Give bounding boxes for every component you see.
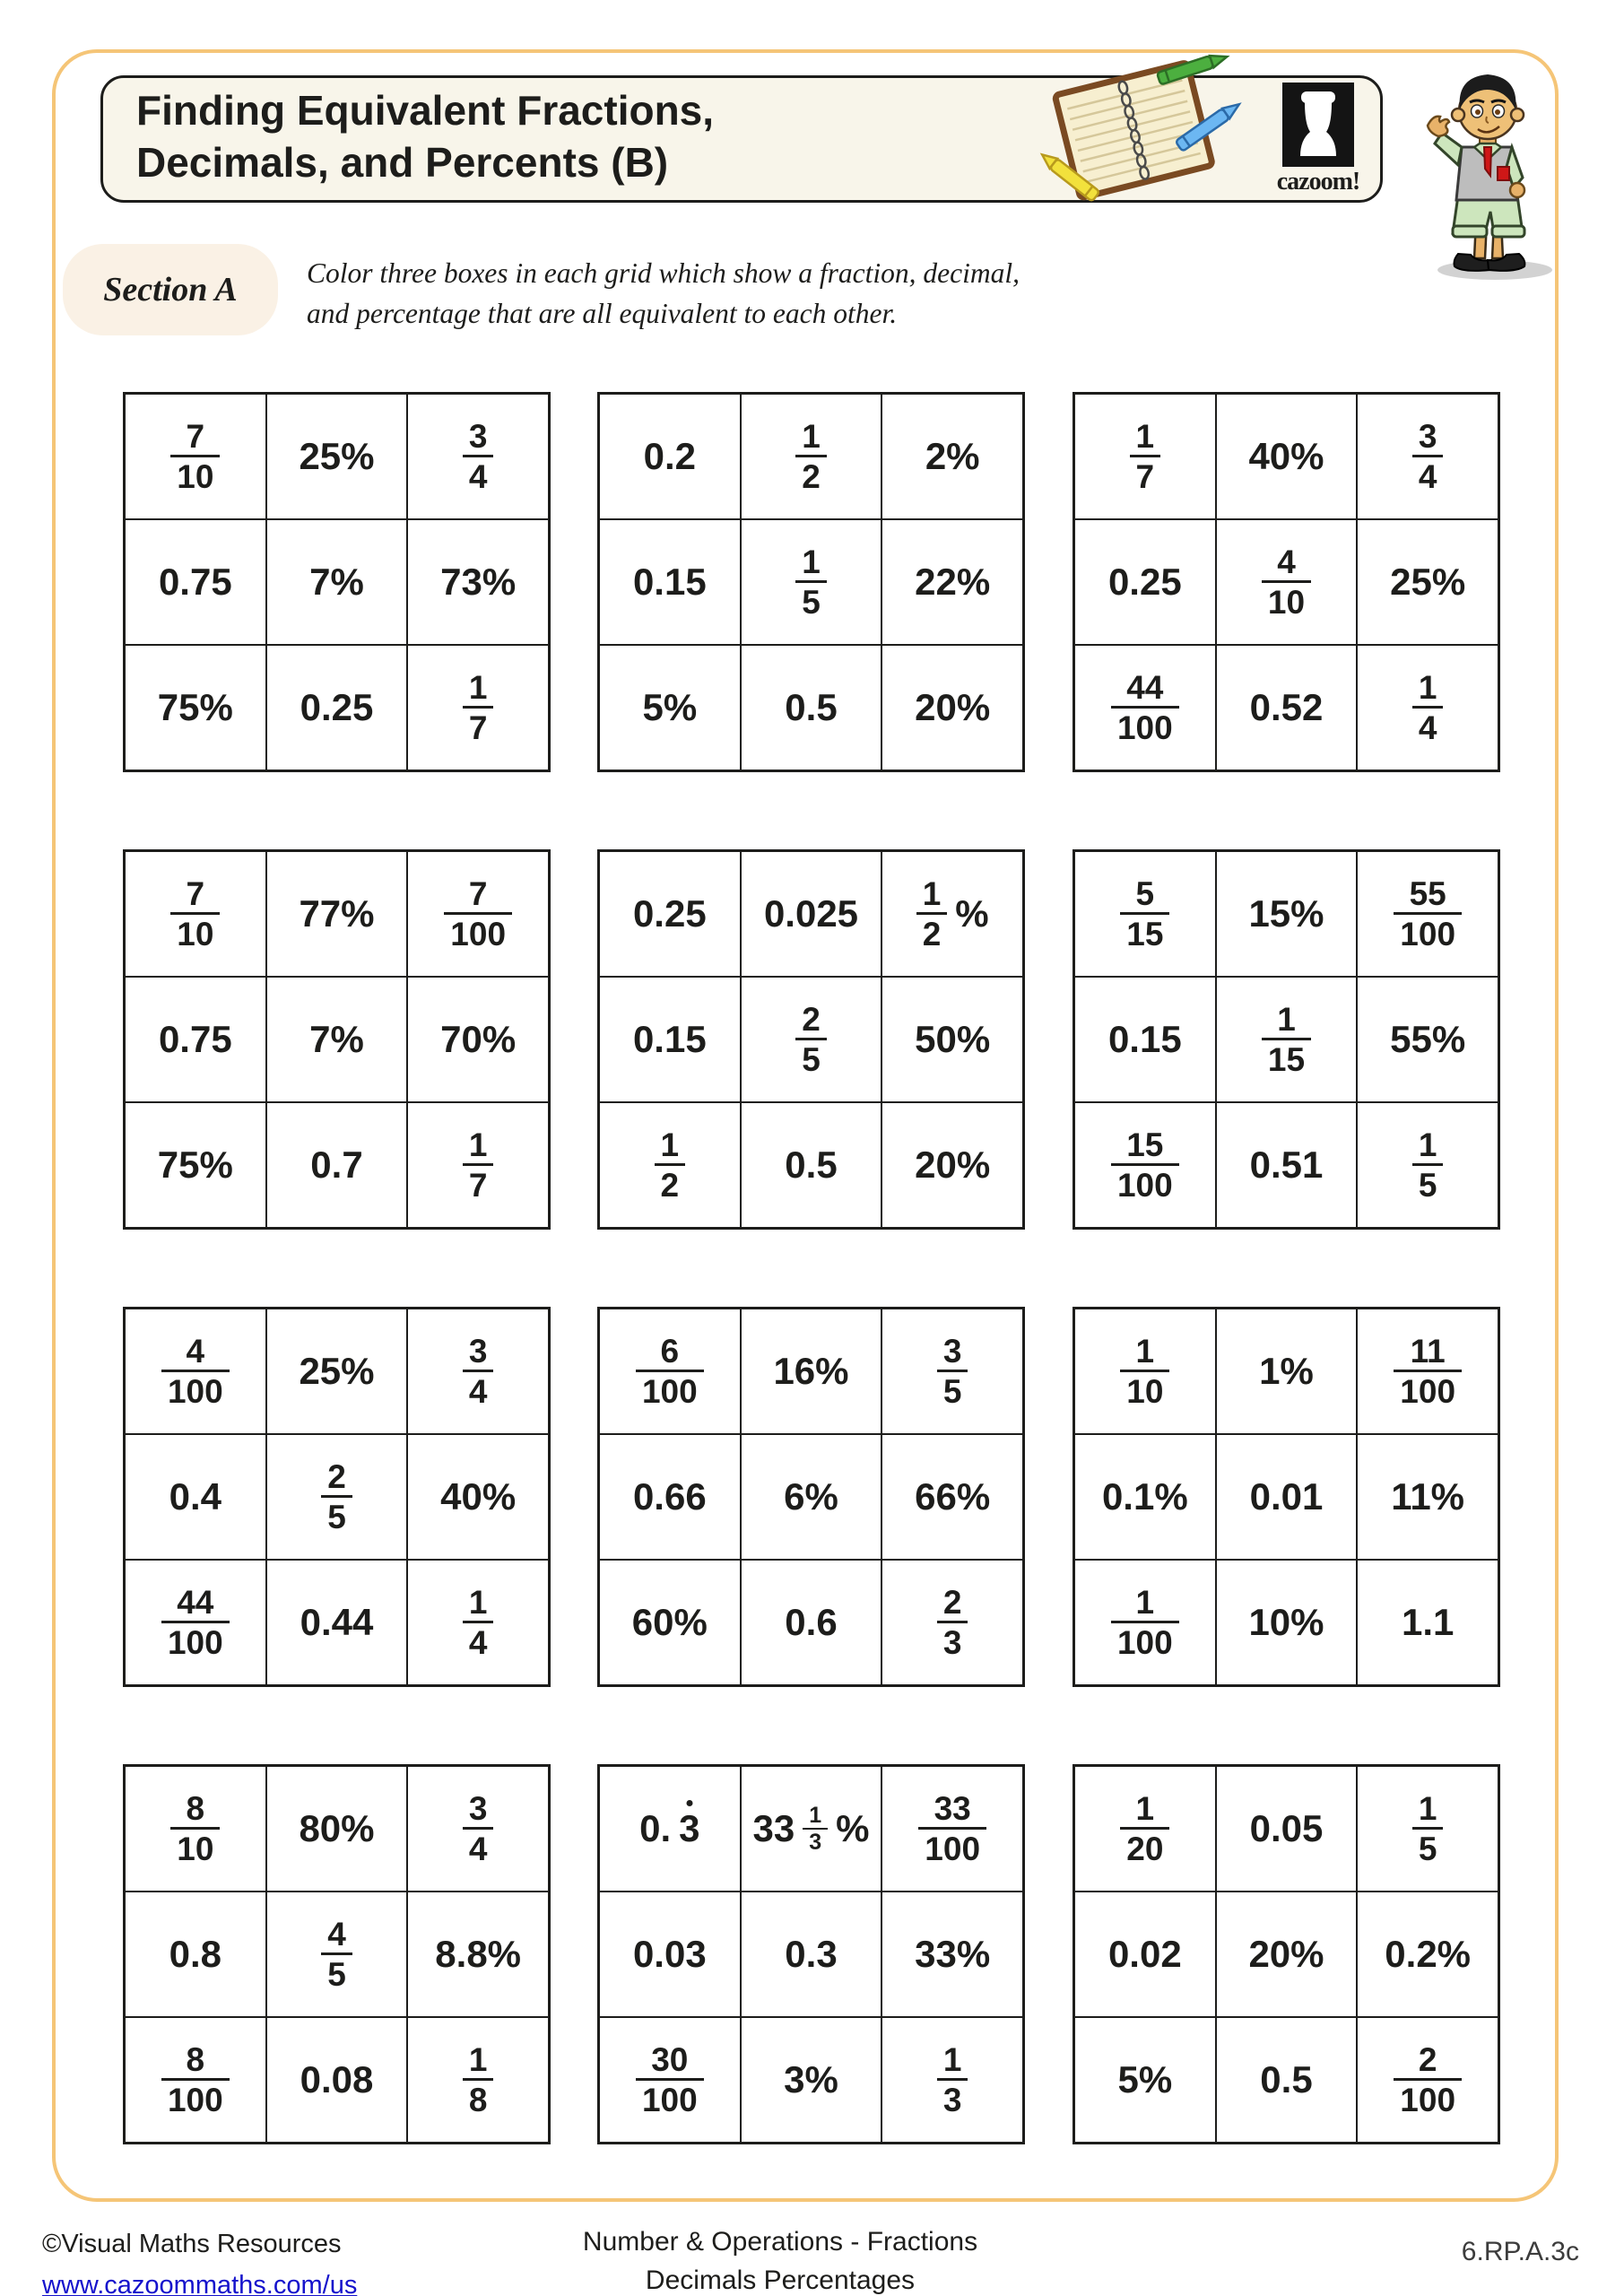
grid-6-cell-4[interactable] (1074, 977, 1216, 1102)
fraction-value: $\frac{2}{5}$ (795, 1001, 827, 1079)
equivalence-grid-7 (123, 1307, 551, 1687)
grid-11-cell-2[interactable] (741, 1766, 882, 1892)
cell-value: 0.7 (310, 1144, 363, 1186)
grid-2-cell-1[interactable] (599, 394, 741, 519)
grid-12-cell-9[interactable] (1357, 2017, 1498, 2143)
fraction-value: $\frac{1}{7}$ (463, 1126, 494, 1205)
cell-value (1262, 544, 1311, 622)
grid-5-cell-3[interactable] (881, 851, 1023, 977)
grid-3-cell-6[interactable] (1357, 519, 1498, 645)
grid-9-cell-3[interactable] (1357, 1309, 1498, 1434)
fraction-value: $\frac{2}{3}$ (937, 1584, 968, 1662)
cell-value (795, 544, 827, 622)
fraction-value: $\frac{33}{100}$ (918, 1790, 986, 1868)
cell-value: 80% (299, 1807, 375, 1849)
cell-value: 33 $\frac{1}{3}$ % (752, 1803, 870, 1855)
grid-4-cell-1[interactable] (125, 851, 266, 977)
fraction-value: $\frac{1}{4}$ (463, 1584, 494, 1662)
fraction-value: $\frac{4}{100}$ (161, 1333, 230, 1411)
grid-1-cell-4[interactable] (125, 519, 266, 645)
grid-3-cell-3[interactable] (1357, 394, 1498, 519)
cell-value (1412, 1126, 1444, 1205)
grid-9-cell-7[interactable] (1074, 1560, 1216, 1685)
grid-2-cell-5[interactable] (741, 519, 882, 645)
cell-value: 5% (642, 686, 698, 728)
fraction-value: $\frac{4}{10}$ (1262, 544, 1311, 622)
section-instruction (307, 253, 1020, 334)
fraction-value: $\frac{1}{3}$ (803, 1804, 828, 1854)
cell-value (1120, 1790, 1169, 1868)
grid-1-cell-2[interactable] (266, 394, 408, 519)
cell-value: 3% (784, 2058, 838, 2100)
instruction-line1: Color three boxes in each grid which show a fraction, decimal, (307, 257, 1020, 289)
fraction-value: $\frac{3}{4}$ (463, 418, 494, 496)
cell-value (1111, 669, 1179, 747)
grid-6-cell-3[interactable] (1357, 851, 1498, 977)
grid-5-cell-8[interactable] (741, 1102, 882, 1228)
fraction-value: $\frac{8}{10}$ (170, 1790, 220, 1868)
grid-2-cell-3[interactable] (881, 394, 1023, 519)
page-title (136, 84, 714, 188)
grid-5-cell-9[interactable] (881, 1102, 1023, 1228)
grid-2-cell-9[interactable] (881, 645, 1023, 770)
cell-value: 20% (915, 1144, 991, 1186)
cell-value (170, 418, 220, 496)
grid-4-cell-8[interactable] (266, 1102, 408, 1228)
grid-6-cell-8[interactable] (1216, 1102, 1358, 1228)
grid-3-cell-1[interactable] (1074, 394, 1216, 519)
fraction-value: $\frac{1}{8}$ (463, 2041, 494, 2119)
fraction-value: $\frac{4}{5}$ (321, 1916, 352, 1994)
grid-2-cell-7[interactable] (599, 645, 741, 770)
cell-value (918, 1790, 986, 1868)
cell-value (1394, 1333, 1462, 1411)
notebook-crayons-icon (1022, 38, 1246, 222)
equivalence-grid-10 (123, 1764, 551, 2144)
equivalence-grid-2 (597, 392, 1025, 772)
fraction-value: $\frac{1}{3}$ (937, 2041, 968, 2119)
grid-4-cell-6[interactable] (407, 977, 549, 1102)
grid-12-cell-1[interactable] (1074, 1766, 1216, 1892)
cell-value: 0.025 (763, 892, 859, 935)
cell-value: 0.25 (1107, 561, 1182, 603)
cell-value: 75% (157, 686, 233, 728)
grid-8-cell-6[interactable] (881, 1434, 1023, 1560)
fraction-value: $\frac{3}{5}$ (937, 1333, 968, 1411)
fraction-value: $\frac{7}{100}$ (444, 875, 512, 953)
cell-value: 0.5 (785, 1144, 838, 1186)
equivalence-grid-5 (597, 849, 1025, 1230)
cell-value: 2% (925, 435, 980, 477)
grid-9-cell-2[interactable] (1216, 1309, 1358, 1434)
grid-1-cell-5[interactable] (266, 519, 408, 645)
cell-value: 0.2 (643, 435, 697, 477)
cell-value (1262, 1001, 1311, 1079)
grid-8-cell-4[interactable] (599, 1434, 741, 1560)
grid-10-cell-5[interactable] (266, 1892, 408, 2017)
grid-10-cell-2[interactable] (266, 1766, 408, 1892)
cell-value: 22% (915, 561, 991, 603)
section-a-badge (63, 244, 278, 335)
grid-9-cell-1[interactable] (1074, 1309, 1216, 1434)
grid-7-cell-1[interactable] (125, 1309, 266, 1434)
grid-11-cell-6[interactable] (881, 1892, 1023, 2017)
grid-4-cell-7[interactable] (125, 1102, 266, 1228)
grid-1-cell-9[interactable] (407, 645, 549, 770)
grid-10-cell-9[interactable] (407, 2017, 549, 2143)
fraction-value: $\frac{2}{5}$ (321, 1458, 352, 1536)
grid-8-cell-8[interactable] (741, 1560, 882, 1685)
cell-value (1412, 1790, 1444, 1868)
cell-value (463, 1126, 494, 1205)
fraction-value: $\frac{30}{100}$ (636, 2041, 704, 2119)
grid-6-cell-7[interactable] (1074, 1102, 1216, 1228)
fraction-value: $\frac{11}{100}$ (1394, 1333, 1462, 1411)
cell-value: 0.05 (1249, 1807, 1324, 1849)
cell-value: 0.51 (1249, 1144, 1324, 1186)
cell-value (463, 2041, 494, 2119)
instruction-line2: and percentage that are all equivalent to each other. (307, 298, 898, 329)
fraction-value: $\frac{1}{5}$ (1412, 1790, 1444, 1868)
grid-9-cell-8[interactable] (1216, 1560, 1358, 1685)
grid-6-cell-6[interactable] (1357, 977, 1498, 1102)
cell-value: 0.75 (158, 1018, 232, 1060)
cell-value (636, 1333, 704, 1411)
fraction-value: $\frac{15}{100}$ (1111, 1126, 1179, 1205)
grid-10-cell-7[interactable] (125, 2017, 266, 2143)
grid-8-cell-2[interactable] (741, 1309, 882, 1434)
fraction-value: $\frac{44}{100}$ (161, 1584, 230, 1662)
cell-value (1120, 875, 1169, 953)
grid-7-cell-5[interactable] (266, 1434, 408, 1560)
cell-value: 16% (773, 1350, 849, 1392)
cell-value: 0.75 (158, 561, 232, 603)
equivalence-grid-12 (1073, 1764, 1500, 2144)
cell-value: 1% (1259, 1350, 1314, 1392)
cell-value (937, 1584, 968, 1662)
fraction-value: $\frac{3}{4}$ (463, 1333, 494, 1411)
grid-11-cell-9[interactable] (881, 2017, 1023, 2143)
cell-value (795, 418, 827, 496)
cell-value: 20% (915, 686, 991, 728)
grid-12-cell-3[interactable] (1357, 1766, 1498, 1892)
grid-7-cell-7[interactable] (125, 1560, 266, 1685)
cell-value: $\frac{1}{2}$ % (916, 875, 989, 953)
grid-4-cell-3[interactable] (407, 851, 549, 977)
grid-7-cell-8[interactable] (266, 1560, 408, 1685)
cell-value (1394, 2041, 1462, 2119)
cell-value: 20% (1248, 1933, 1324, 1975)
cell-value: 0.8 (169, 1933, 222, 1975)
cell-value: 0.2% (1385, 1933, 1472, 1975)
grid-5-cell-5[interactable] (741, 977, 882, 1102)
fraction-value: $\frac{6}{100}$ (636, 1333, 704, 1411)
footer-topic (511, 2222, 1049, 2296)
grid-12-cell-2[interactable] (1216, 1766, 1358, 1892)
cell-value (321, 1458, 352, 1536)
cazoom-logo (1255, 83, 1381, 196)
cell-value (1394, 875, 1462, 953)
grid-3-cell-8[interactable] (1216, 645, 1358, 770)
cell-value: 73% (440, 561, 517, 603)
equivalence-grid-1 (123, 392, 551, 772)
fraction-value: $\frac{1}{100}$ (1111, 1584, 1179, 1662)
cell-value: 0.4 (169, 1475, 222, 1518)
grid-7-cell-4[interactable] (125, 1434, 266, 1560)
cell-value (636, 2041, 704, 2119)
grid-3-cell-5[interactable] (1216, 519, 1358, 645)
grid-8-cell-5[interactable] (741, 1434, 882, 1560)
grid-8-cell-1[interactable] (599, 1309, 741, 1434)
cell-value: 0.66 (632, 1475, 707, 1518)
fraction-value: $\frac{1}{2}$ (655, 1126, 686, 1205)
cell-value: 7% (309, 1018, 364, 1060)
grid-9-cell-4[interactable] (1074, 1434, 1216, 1560)
cell-value: 66% (915, 1475, 991, 1518)
cell-value (321, 1916, 352, 1994)
equivalence-grid-8 (597, 1307, 1025, 1687)
cell-value: 0.3 (785, 1933, 838, 1975)
standard-code: 6.RP.A.3c (1461, 2237, 1579, 2266)
fraction-value: $\frac{3}{4}$ (463, 1790, 494, 1868)
equivalence-grid-11 (597, 1764, 1025, 2144)
fraction-value: $\frac{2}{100}$ (1394, 2041, 1462, 2119)
grid-12-cell-7[interactable] (1074, 2017, 1216, 2143)
cell-value (937, 1333, 968, 1411)
fraction-value: $\frac{44}{100}$ (1111, 669, 1179, 747)
cell-value: 0.5 (1260, 2058, 1313, 2100)
cell-value (463, 1333, 494, 1411)
grid-5-cell-6[interactable] (881, 977, 1023, 1102)
grid-9-cell-6[interactable] (1357, 1434, 1498, 1560)
grid-12-cell-4[interactable] (1074, 1892, 1216, 2017)
equivalence-grid-3 (1073, 392, 1500, 772)
grid-11-cell-7[interactable] (599, 2017, 741, 2143)
fraction-value: $\frac{1}{7}$ (1130, 418, 1161, 496)
cell-value: 1.1 (1401, 1601, 1455, 1643)
grid-11-cell-4[interactable] (599, 1892, 741, 2017)
equivalence-grid-4 (123, 849, 551, 1230)
cell-value: 0.15 (632, 1018, 707, 1060)
section-a-label: Section A (103, 271, 238, 309)
fraction-value: $\frac{1}{10}$ (1120, 1333, 1169, 1411)
equivalence-grid-9 (1073, 1307, 1500, 1687)
cell-value: 0.44 (300, 1601, 374, 1643)
grid-5-cell-2[interactable] (741, 851, 882, 977)
grid-4-cell-5[interactable] (266, 977, 408, 1102)
cazoom-logo-text: cazoom! (1276, 168, 1360, 196)
cell-value (1412, 669, 1444, 747)
grid-9-cell-9[interactable] (1357, 1560, 1498, 1685)
cell-value (937, 2041, 968, 2119)
grid-10-cell-1[interactable] (125, 1766, 266, 1892)
cell-value: 25% (299, 1350, 375, 1392)
cell-value: 0.15 (632, 561, 707, 603)
cell-value: 60% (631, 1601, 708, 1643)
cell-value (170, 1790, 220, 1868)
grid-10-cell-4[interactable] (125, 1892, 266, 2017)
cell-value: 8.8% (435, 1933, 522, 1975)
grid-12-cell-5[interactable] (1216, 1892, 1358, 2017)
cell-value: 77% (299, 892, 375, 935)
cell-value: 40% (440, 1475, 517, 1518)
cell-value (1130, 418, 1161, 496)
copyright-text: ©Visual Maths Resources (42, 2230, 342, 2258)
grid-7-cell-3[interactable] (407, 1309, 549, 1434)
fraction-value: $\frac{55}{100}$ (1394, 875, 1462, 953)
cell-value: 0.25 (300, 686, 374, 728)
fraction-value: $\frac{7}{10}$ (170, 418, 220, 496)
grid-1-cell-1[interactable] (125, 394, 266, 519)
cell-value: 25% (299, 435, 375, 477)
grid-4-cell-9[interactable] (407, 1102, 549, 1228)
cell-value: 25% (1390, 561, 1466, 603)
cell-value: 75% (157, 1144, 233, 1186)
grid-8-cell-7[interactable] (599, 1560, 741, 1685)
website-link[interactable]: www.cazoommaths.com/us (42, 2271, 358, 2296)
cell-value (655, 1126, 686, 1205)
cell-value: 15% (1248, 892, 1324, 935)
grid-10-cell-3[interactable] (407, 1766, 549, 1892)
cell-value: 6% (784, 1475, 838, 1518)
grid-6-cell-1[interactable] (1074, 851, 1216, 977)
fraction-value: $\frac{1}{5}$ (795, 544, 827, 622)
cell-value (170, 875, 220, 953)
grid-12-cell-6[interactable] (1357, 1892, 1498, 2017)
cazoom-logo-icon (1282, 83, 1354, 167)
grid-7-cell-9[interactable] (407, 1560, 549, 1685)
grid-12-cell-8[interactable] (1216, 2017, 1358, 2143)
fraction-value: $\frac{8}{100}$ (161, 2041, 230, 2119)
grid-3-cell-4[interactable] (1074, 519, 1216, 645)
cell-value (161, 2041, 230, 2119)
boy-mascot-icon (1408, 61, 1569, 285)
equivalence-grid-6 (1073, 849, 1500, 1230)
fraction-value: $\frac{5}{15}$ (1120, 875, 1169, 953)
cell-value: 0.15 (1107, 1018, 1182, 1060)
cell-value (795, 1001, 827, 1079)
cell-value (161, 1333, 230, 1411)
cell-value: 40% (1248, 435, 1324, 477)
cell-value (1111, 1126, 1179, 1205)
cell-value: 70% (440, 1018, 517, 1060)
grid-2-cell-4[interactable] (599, 519, 741, 645)
cell-value: 11% (1391, 1475, 1465, 1518)
grid-6-cell-5[interactable] (1216, 977, 1358, 1102)
grid-3-cell-2[interactable] (1216, 394, 1358, 519)
grid-7-cell-2[interactable] (266, 1309, 408, 1434)
grid-2-cell-6[interactable] (881, 519, 1023, 645)
cell-value: 50% (915, 1018, 991, 1060)
cell-value (444, 875, 512, 953)
cell-value: 10% (1248, 1601, 1324, 1643)
cell-value (463, 1790, 494, 1868)
cell-value: 0. 3 (639, 1807, 700, 1849)
fraction-value: $\frac{1}{4}$ (1412, 669, 1444, 747)
cell-value (1412, 418, 1444, 496)
fraction-value: $\frac{1}{2}$ (916, 875, 948, 953)
fraction-value: $\frac{1}{7}$ (463, 669, 494, 747)
cell-value (463, 1584, 494, 1662)
grid-2-cell-2[interactable] (741, 394, 882, 519)
cell-value (161, 1584, 230, 1662)
recurring-digit: 3 (679, 1807, 700, 1849)
grid-4-cell-2[interactable] (266, 851, 408, 977)
grid-6-cell-9[interactable] (1357, 1102, 1498, 1228)
grid-3-cell-9[interactable] (1357, 645, 1498, 770)
cell-value (463, 418, 494, 496)
cell-value: 7% (309, 561, 364, 603)
footer-topic-line2: Decimals Percentages (645, 2266, 916, 2295)
grid-7-cell-6[interactable] (407, 1434, 549, 1560)
grid-3-cell-7[interactable] (1074, 645, 1216, 770)
cell-value: 55% (1390, 1018, 1466, 1060)
footer-left (42, 2226, 357, 2296)
cell-value: 0.5 (785, 686, 838, 728)
grid-8-cell-3[interactable] (881, 1309, 1023, 1434)
grid-11-cell-8[interactable] (741, 2017, 882, 2143)
cell-value: 0.1% (1101, 1475, 1188, 1518)
cell-value: 0.02 (1107, 1933, 1182, 1975)
page-title-line1: Finding Equivalent Fractions, (136, 87, 715, 134)
grid-9-cell-5[interactable] (1216, 1434, 1358, 1560)
footer-topic-line1: Number & Operations - Fractions (582, 2227, 978, 2257)
grid-2-cell-8[interactable] (741, 645, 882, 770)
grid-10-cell-6[interactable] (407, 1892, 549, 2017)
fraction-value: $\frac{7}{10}$ (170, 875, 220, 953)
grid-11-cell-5[interactable] (741, 1892, 882, 2017)
grid-1-cell-3[interactable] (407, 394, 549, 519)
grid-1-cell-6[interactable] (407, 519, 549, 645)
grid-11-cell-1[interactable] (599, 1766, 741, 1892)
page-title-line2: Decimals, and Percents (B) (136, 139, 669, 186)
grid-1-cell-7[interactable] (125, 645, 266, 770)
cell-value: 0.6 (785, 1601, 838, 1643)
cell-value: 0.03 (632, 1933, 707, 1975)
grid-5-cell-4[interactable] (599, 977, 741, 1102)
fraction-value: $\frac{1}{15}$ (1262, 1001, 1311, 1079)
cell-value: 0.25 (632, 892, 707, 935)
cell-value: 0.52 (1249, 686, 1324, 728)
fraction-value: $\frac{1}{20}$ (1120, 1790, 1169, 1868)
fraction-value: $\frac{3}{4}$ (1412, 418, 1444, 496)
grid-8-cell-9[interactable] (881, 1560, 1023, 1685)
grid-10-cell-8[interactable] (266, 2017, 408, 2143)
grid-5-cell-1[interactable] (599, 851, 741, 977)
cell-value: 0.08 (300, 2058, 374, 2100)
grid-1-cell-8[interactable] (266, 645, 408, 770)
cell-value (463, 669, 494, 747)
fraction-value: $\frac{1}{2}$ (795, 418, 827, 496)
grid-4-cell-4[interactable] (125, 977, 266, 1102)
cell-value: 5% (1117, 2058, 1173, 2100)
grid-6-cell-2[interactable] (1216, 851, 1358, 977)
cell-value (1120, 1333, 1169, 1411)
cell-value: 0.01 (1249, 1475, 1324, 1518)
grid-11-cell-3[interactable] (881, 1766, 1023, 1892)
cell-value (1111, 1584, 1179, 1662)
cell-value: 33% (915, 1933, 991, 1975)
fraction-value: $\frac{1}{5}$ (1412, 1126, 1444, 1205)
grid-5-cell-7[interactable] (599, 1102, 741, 1228)
